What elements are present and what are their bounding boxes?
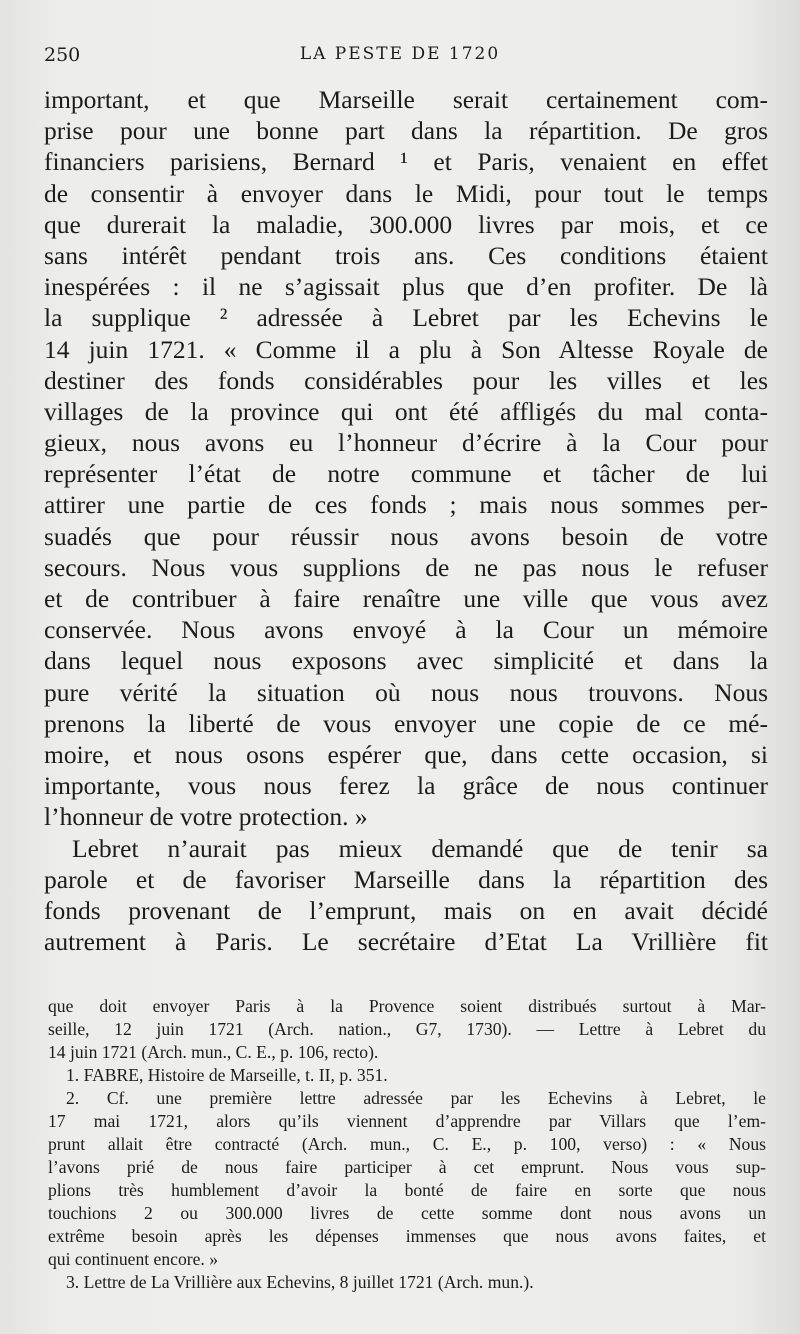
- body-line: la supplique ² adressée à Lebret par les Echevins le: [44, 303, 768, 333]
- footnote-line: 1. FABRE, Histoire de Marseille, t. II, p. 351.: [66, 1065, 388, 1085]
- body-line: suadés que pour réussir nous avons besoin de votre: [44, 521, 768, 551]
- body-line: inespérées : il ne s’agissait plus que d’en profiter. De là: [44, 272, 768, 302]
- footnote-line: touchions 2 ou 300.000 livres de cette somme dont nous avons un: [48, 1203, 766, 1223]
- body-line: parole et de favoriser Marseille dans la répartition des: [44, 864, 768, 894]
- body-line: de consentir à envoyer dans le Midi, pour tout le temps: [44, 178, 768, 208]
- body-line: autrement à Paris. Le secrétaire d’Etat La Vrillière fit: [44, 927, 768, 957]
- body-line: prenons la liberté de vous envoyer une copie de ce mé-: [44, 708, 768, 738]
- footnote-line: qui continuent encore. »: [48, 1249, 219, 1269]
- body-line: l’honneur de votre protection. »: [44, 802, 368, 832]
- body-line: pure vérité la situation où nous nous trouvons. Nous: [44, 677, 768, 707]
- footnote-line: 17 mai 1721, alors qu’ils viennent d’apprendre par Villars que l’em-: [48, 1111, 766, 1131]
- footnotes: [48, 995, 766, 1294]
- body-line: 14 juin 1721. « Comme il a plu à Son Altesse Royale de: [44, 334, 768, 364]
- body-line: sans intérêt pendant trois ans. Ces conditions étaient: [44, 240, 768, 270]
- body-line: secours. Nous vous supplions de ne pas nous le refuser: [44, 552, 768, 582]
- body-line: représenter l’état de notre commune et tâcher de lui: [44, 459, 768, 489]
- body-line: et de contribuer à faire renaître une ville que vous avez: [44, 584, 768, 613]
- footnote-line: 14 juin 1721 (Arch. mun., C. E., p. 106, recto).: [48, 1042, 379, 1062]
- footnote-line: que doit envoyer Paris à la Provence soient distribués surtout à Mar-: [48, 996, 766, 1016]
- body-line: financiers parisiens, Bernard ¹ et Paris, venaient en effet: [44, 147, 768, 177]
- body-line: gieux, nous avons eu l’honneur d’écrire à la Cour pour: [44, 428, 768, 458]
- footnote-line: plions très humblement d’avoir la bonté de faire en sorte que nous: [48, 1180, 766, 1200]
- body-text: [44, 84, 768, 957]
- footnote-line: 2. Cf. une première lettre adressée par les Echevins à Lebret, le: [66, 1088, 766, 1108]
- body-line: prise pour une bonne part dans la répartition. De gros: [44, 116, 768, 146]
- body-line: important, et que Marseille serait certainement com-: [44, 85, 768, 114]
- body-line: villages de la province qui ont été affligés du mal conta-: [44, 396, 768, 426]
- footnote-line: l’avons prié de nous faire participer à cet emprunt. Nous vous sup-: [48, 1157, 766, 1177]
- body-line: attirer une partie de ces fonds ; mais nous sommes per-: [44, 490, 768, 520]
- footnote-line: 3. Lettre de La Vrillière aux Echevins, 8 juillet 1721 (Arch. mun.).: [66, 1272, 534, 1292]
- body-line: destiner des fonds considérables pour les villes et les: [44, 365, 768, 395]
- footnote-line: prunt allait être contracté (Arch. mun., C. E., p. 100, verso) : « Nous: [48, 1134, 766, 1154]
- running-title: LA PESTE DE 1720: [299, 44, 501, 64]
- body-line: fonds provenant de l’emprunt, mais on en avait décidé: [44, 895, 768, 925]
- body-line: que durerait la maladie, 300.000 livres par mois, et ce: [44, 209, 768, 239]
- footnote-line: seille, 12 juin 1721 (Arch. nation., G7, 1730). — Lettre à Lebret du: [48, 1019, 766, 1039]
- body-line: moire, et nous osons espérer que, dans cette occasion, si: [44, 739, 768, 769]
- page-header: [44, 40, 756, 74]
- page-number: 250: [44, 44, 81, 66]
- footnote-line: extrême besoin après les dépenses immenses que nous avons faites, et: [48, 1226, 766, 1246]
- body-line: Lebret n’aurait pas mieux demandé que de tenir sa: [72, 833, 768, 863]
- body-line: dans lequel nous exposons avec simplicité et dans la: [44, 646, 768, 676]
- body-line: conservée. Nous avons envoyé à la Cour un mémoire: [44, 615, 768, 645]
- body-line: importante, vous nous ferez la grâce de nous continuer: [44, 771, 768, 801]
